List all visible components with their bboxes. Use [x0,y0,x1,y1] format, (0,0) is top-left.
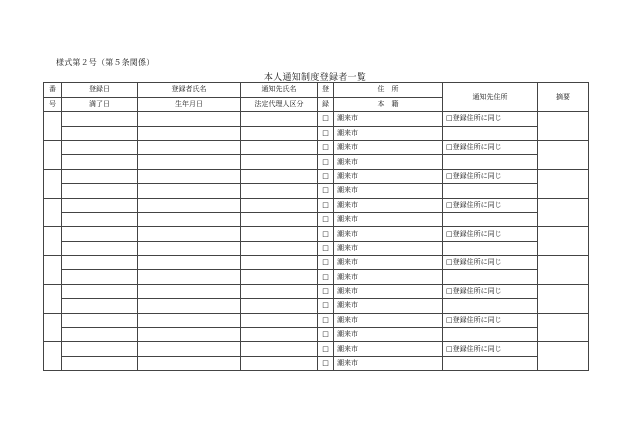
registrant-name-cell[interactable] [138,140,241,154]
header-number-top: 番 [44,83,62,98]
same-address-label: 登録住所に同じ [452,229,502,238]
registrant-name-cell[interactable] [138,256,241,270]
same-address-label: 登録住所に同じ [452,315,502,324]
domicile-checkbox[interactable]: □ [318,328,334,342]
agent-type-cell[interactable] [241,126,318,140]
same-address-label: 登録住所に同じ [452,287,502,296]
expiry-date-cell[interactable] [62,184,138,198]
same-address-label: 登録住所に同じ [452,143,502,152]
notify-address-cell[interactable] [443,169,538,183]
table-row [44,284,589,298]
notify-address-extra-cell[interactable] [443,212,538,226]
notify-address-extra-cell[interactable] [443,184,538,198]
registrant-name-cell[interactable] [138,198,241,212]
notify-address-cell[interactable] [443,342,538,356]
table-row [44,126,589,140]
birth-date-cell[interactable] [138,356,241,370]
notify-address-cell[interactable] [443,198,538,212]
address-cell[interactable]: 潮来市 [334,227,443,241]
header-birth-date: 生年月日 [138,97,241,112]
notify-address-extra-cell[interactable] [443,126,538,140]
expiry-date-cell[interactable] [62,356,138,370]
registrant-name-cell[interactable] [138,313,241,327]
domicile-cell[interactable]: 潮来市 [334,299,443,313]
header-reg-top: 登 [318,83,334,98]
registration-date-cell[interactable] [62,256,138,270]
birth-date-cell[interactable] [138,212,241,226]
table-row [44,356,589,370]
table-row [44,112,589,126]
table-row [44,140,589,154]
same-address-checkbox[interactable]: □ [446,344,453,353]
notify-name-cell[interactable] [241,198,318,212]
birth-date-cell[interactable] [138,299,241,313]
address-cell[interactable]: 潮来市 [334,284,443,298]
same-address-label: 登録住所に同じ [452,344,502,353]
address-checkbox[interactable]: □ [318,198,334,212]
header-number-bottom: 号 [44,97,62,112]
domicile-checkbox[interactable]: □ [318,299,334,313]
table-row [44,241,589,255]
expiry-date-cell[interactable] [62,241,138,255]
registration-date-cell[interactable] [62,342,138,356]
notify-address-extra-cell[interactable] [443,155,538,169]
header-reg-date: 登録日 [62,83,138,98]
domicile-cell[interactable]: 潮来市 [334,270,443,284]
table-row [44,212,589,226]
table-row [44,342,589,356]
birth-date-cell[interactable] [138,270,241,284]
record-number-cell[interactable] [44,284,62,313]
address-checkbox[interactable]: □ [318,313,334,327]
remarks-cell[interactable] [538,342,589,371]
same-address-checkbox[interactable]: □ [446,287,453,296]
notify-name-cell[interactable] [241,169,318,183]
address-cell[interactable]: 潮来市 [334,169,443,183]
header-agent-type: 法定代理人区分 [241,97,318,112]
address-cell[interactable]: 潮来市 [334,256,443,270]
expiry-date-cell[interactable] [62,299,138,313]
domicile-cell[interactable]: 潮来市 [334,212,443,226]
address-cell[interactable]: 潮来市 [334,313,443,327]
registration-date-cell[interactable] [62,227,138,241]
notify-name-cell[interactable] [241,284,318,298]
record-number-cell[interactable] [44,256,62,285]
expiry-date-cell[interactable] [62,212,138,226]
table-row [44,270,589,284]
agent-type-cell[interactable] [241,184,318,198]
notify-address-cell[interactable] [443,227,538,241]
header-address: 住 所 [334,83,443,98]
registrant-name-cell[interactable] [138,342,241,356]
header-remarks: 摘要 [538,83,589,112]
birth-date-cell[interactable] [138,241,241,255]
notify-name-cell[interactable] [241,227,318,241]
notify-name-cell[interactable] [241,140,318,154]
notify-address-extra-cell[interactable] [443,328,538,342]
notify-address-cell[interactable] [443,140,538,154]
header-domicile: 本 籍 [334,97,443,112]
notify-name-cell[interactable] [241,313,318,327]
notify-address-cell[interactable] [443,112,538,126]
agent-type-cell[interactable] [241,356,318,370]
record-number-cell[interactable] [44,169,62,198]
address-checkbox[interactable]: □ [318,284,334,298]
notify-name-cell[interactable] [241,112,318,126]
registration-date-cell[interactable] [62,284,138,298]
registrant-table [43,82,589,371]
remarks-cell[interactable] [538,198,589,227]
address-cell[interactable]: 潮来市 [334,140,443,154]
address-checkbox[interactable]: □ [318,112,334,126]
same-address-checkbox[interactable]: □ [446,258,453,267]
expiry-date-cell[interactable] [62,270,138,284]
agent-type-cell[interactable] [241,241,318,255]
domicile-cell[interactable]: 潮来市 [334,184,443,198]
same-address-label: 登録住所に同じ [452,114,502,123]
notify-address-extra-cell[interactable] [443,241,538,255]
agent-type-cell[interactable] [241,155,318,169]
record-number-cell[interactable] [44,140,62,169]
notify-address-cell[interactable] [443,256,538,270]
header-notify-name: 通知先氏名 [241,83,318,98]
document-title: 本人通知制度登録者一覧 [263,73,367,83]
remarks-cell[interactable] [538,313,589,342]
remarks-cell[interactable] [538,169,589,198]
table-row [44,299,589,313]
record-number-cell[interactable] [44,313,62,342]
table-row [44,155,589,169]
registration-date-cell[interactable] [62,169,138,183]
remarks-cell[interactable] [538,140,589,169]
domicile-checkbox[interactable]: □ [318,270,334,284]
record-number-cell[interactable] [44,112,62,141]
table-row [44,227,589,241]
notify-address-cell[interactable] [443,313,538,327]
domicile-cell[interactable]: 潮来市 [334,241,443,255]
domicile-checkbox[interactable]: □ [318,356,334,370]
remarks-cell[interactable] [538,284,589,313]
expiry-date-cell[interactable] [62,328,138,342]
agent-type-cell[interactable] [241,299,318,313]
table-row [44,328,589,342]
table-row [44,198,589,212]
domicile-cell[interactable]: 潮来市 [334,155,443,169]
table-row [44,313,589,327]
record-number-cell[interactable] [44,198,62,227]
birth-date-cell[interactable] [138,328,241,342]
notify-name-cell[interactable] [241,342,318,356]
domicile-cell[interactable]: 潮来市 [334,328,443,342]
header-expiry-date: 満了日 [62,97,138,112]
address-cell[interactable]: 潮来市 [334,112,443,126]
registrant-name-cell[interactable] [138,112,241,126]
record-number-cell[interactable] [44,227,62,256]
same-address-checkbox[interactable]: □ [446,315,453,324]
same-address-checkbox[interactable]: □ [446,200,453,209]
table-row [44,184,589,198]
same-address-checkbox[interactable]: □ [446,229,453,238]
record-number-cell[interactable] [44,342,62,371]
notify-address-extra-cell[interactable] [443,270,538,284]
remarks-cell[interactable] [538,227,589,256]
domicile-cell[interactable]: 潮来市 [334,356,443,370]
same-address-checkbox[interactable]: □ [446,143,453,152]
address-checkbox[interactable]: □ [318,256,334,270]
agent-type-cell[interactable] [241,270,318,284]
same-address-label: 登録住所に同じ [452,171,502,180]
registration-date-cell[interactable] [62,112,138,126]
header-registrant-name: 登録者氏名 [138,83,241,98]
registrant-name-cell[interactable] [138,284,241,298]
domicile-checkbox[interactable]: □ [318,184,334,198]
same-address-label: 登録住所に同じ [452,258,502,267]
remarks-cell[interactable] [538,256,589,285]
domicile-checkbox[interactable]: □ [318,212,334,226]
header-reg-bottom: 録 [318,97,334,112]
address-checkbox[interactable]: □ [318,227,334,241]
notify-address-extra-cell[interactable] [443,299,538,313]
domicile-checkbox[interactable]: □ [318,241,334,255]
form-number-label: 様式第２号（第５条関係） [56,58,155,67]
registration-date-cell[interactable] [62,198,138,212]
address-cell[interactable]: 潮来市 [334,198,443,212]
registration-date-cell[interactable] [62,140,138,154]
notify-address-extra-cell[interactable] [443,356,538,370]
domicile-checkbox[interactable]: □ [318,155,334,169]
same-address-checkbox[interactable]: □ [446,114,453,123]
birth-date-cell[interactable] [138,126,241,140]
domicile-checkbox[interactable]: □ [318,126,334,140]
expiry-date-cell[interactable] [62,126,138,140]
address-cell[interactable]: 潮来市 [334,342,443,356]
header-row-top [44,83,589,98]
birth-date-cell[interactable] [138,155,241,169]
table-row [44,256,589,270]
registration-date-cell[interactable] [62,313,138,327]
address-checkbox[interactable]: □ [318,169,334,183]
address-checkbox[interactable]: □ [318,140,334,154]
same-address-label: 登録住所に同じ [452,200,502,209]
registrant-name-cell[interactable] [138,227,241,241]
registrant-name-cell[interactable] [138,169,241,183]
notify-address-cell[interactable] [443,284,538,298]
header-notify-address: 通知先住所 [443,83,538,112]
notify-name-cell[interactable] [241,256,318,270]
domicile-cell[interactable]: 潮来市 [334,126,443,140]
birth-date-cell[interactable] [138,184,241,198]
address-checkbox[interactable]: □ [318,342,334,356]
agent-type-cell[interactable] [241,212,318,226]
table-row [44,169,589,183]
expiry-date-cell[interactable] [62,155,138,169]
same-address-checkbox[interactable]: □ [446,171,453,180]
remarks-cell[interactable] [538,112,589,141]
agent-type-cell[interactable] [241,328,318,342]
